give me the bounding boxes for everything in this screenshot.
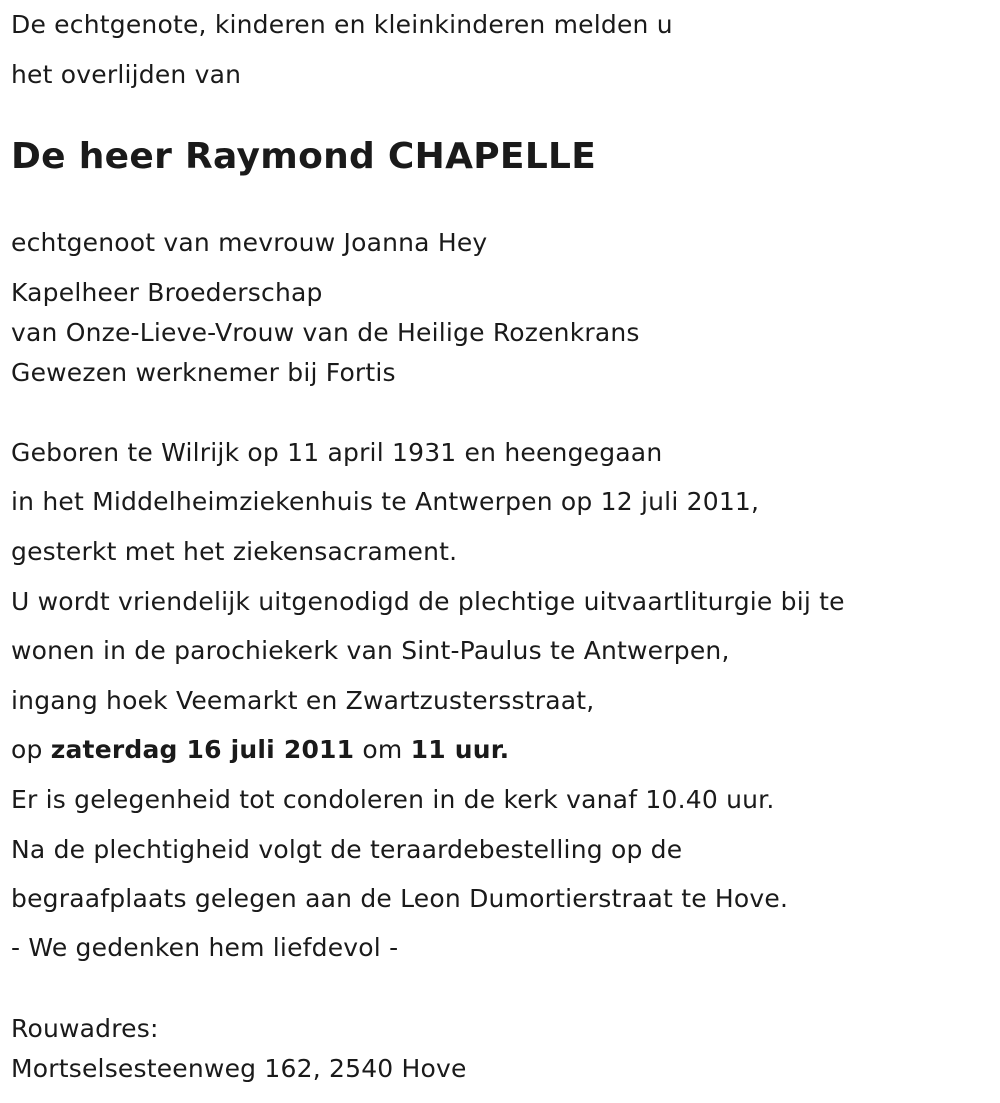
details-line-7 [11, 735, 509, 765]
details-line-4: U wordt vriendelijk uitgenodigd de plechtige uitvaartliturgie bij te [11, 587, 845, 616]
intro-line-1: De echtgenote, kinderen en kleinkinderen melden u [11, 10, 673, 39]
address-value: Mortselsesteenweg 162, 2540 Hove [11, 1054, 467, 1083]
address-label: Rouwadres: [11, 1014, 159, 1043]
details-line-2: in het Middelheimziekenhuis te Antwerpen op 12 juli 2011, [11, 487, 760, 516]
role-line-3: Gewezen werknemer bij Fortis [11, 358, 396, 387]
details-line-3: gesterkt met het ziekensacrament. [11, 537, 458, 566]
spouse-line: echtgenoot van mevrouw Joanna Hey [11, 228, 488, 257]
funeral-date: zaterdag 16 juli 2011 [50, 735, 355, 764]
role-line-1: Kapelheer Broederschap [11, 278, 323, 307]
details-line-9: Na de plechtigheid volgt de teraardebestelling op de [11, 835, 683, 864]
details-line-6: ingang hoek Veemarkt en Zwartzustersstraat, [11, 686, 595, 715]
details-line-11: - We gedenken hem liefdevol - [11, 933, 399, 962]
intro-line-2: het overlijden van [11, 60, 242, 89]
deceased-name: De heer Raymond CHAPELLE [11, 136, 597, 177]
details-line-8: Er is gelegenheid tot condoleren in de kerk vanaf 10.40 uur. [11, 785, 775, 814]
details-line-5: wonen in de parochiekerk van Sint-Paulus te Antwerpen, [11, 636, 730, 665]
details-line-7-mid: om [362, 735, 403, 764]
details-line-1: Geboren te Wilrijk op 11 april 1931 en heengegaan [11, 438, 663, 467]
details-line-7-prefix: op [11, 735, 43, 764]
details-line-10: begraafplaats gelegen aan de Leon Dumortierstraat te Hove. [11, 884, 789, 913]
funeral-time: 11 uur. [410, 735, 510, 764]
role-line-2: van Onze-Lieve-Vrouw van de Heilige Rozenkrans [11, 318, 640, 347]
